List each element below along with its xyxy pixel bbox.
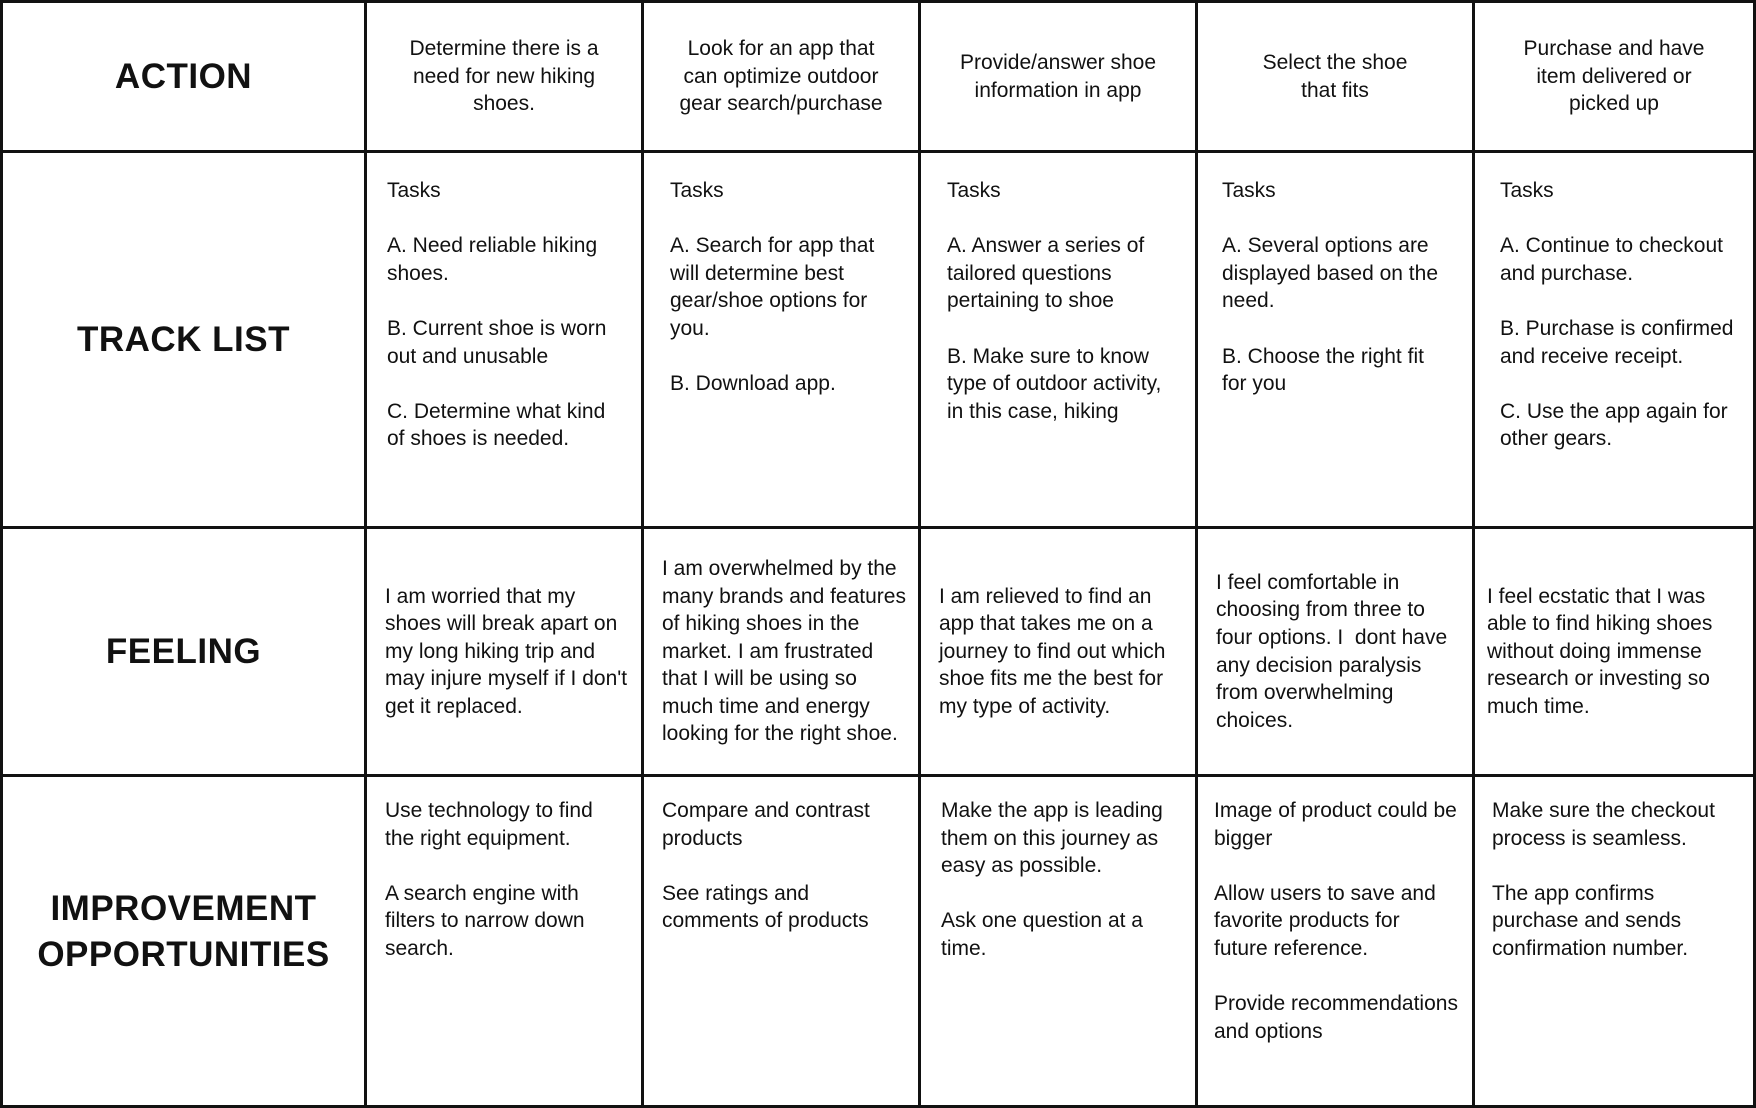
action-text: Select the shoe that fits [1262,50,1408,102]
improvement-item: Make the app is leading them on this journey as easy as possible. [941,799,1163,878]
tasks-cell [921,153,1198,529]
tasks-heading: Tasks [1500,179,1554,202]
action-text: Determine there is a need for new hiking shoes. [409,37,599,116]
task-item: A. Answer a series of tailored questions pertaining to shoe [947,234,1145,313]
improvement-item: See ratings and comments of products [662,881,869,933]
feeling-text: I am overwhelmed by the many brands and features of hiking shoes in the market. I am frustrated that I will be using so much time and energy looking for the right shoe. [662,556,906,746]
improvement-cell [644,777,921,1108]
improvement-cell [1475,777,1756,1108]
action-cell [367,0,644,153]
task-item: A. Several options are displayed based on the need. [1222,234,1438,313]
task-item: A. Search for app that will determine best gear/shoe options for you. [670,234,875,340]
task-item: A. Need reliable hiking shoes. [387,234,598,285]
row-header-action-label: ACTION [114,56,253,96]
task-item: B. Purchase is confirmed and receive receipt. [1500,316,1734,368]
feeling-cell [367,529,644,777]
improvement-item: Image of product could be bigger [1214,799,1457,850]
action-cell [1475,0,1756,153]
feeling-cell [921,529,1198,777]
improvement-cell [1198,777,1475,1108]
tasks-heading: Tasks [1222,179,1276,202]
row-header-feeling [0,529,367,777]
row-header-track-list [0,153,367,529]
tasks-cell [1198,153,1475,529]
tasks-cell [1475,153,1756,529]
row-header-feeling-label: FEELING [105,631,262,671]
task-item: B. Make sure to know type of outdoor activity, in this case, hiking [947,344,1162,423]
row-header-improvement-line2: OPPORTUNITIES [37,935,330,974]
tasks-heading: Tasks [670,179,724,202]
task-item: B. Download app. [670,372,836,396]
task-item: C. Determine what kind of shoes is needed. [387,399,606,451]
row-header-action [0,0,367,153]
action-text: Look for an app that can optimize outdoor gear search/purchase [679,37,883,116]
tasks-heading: Tasks [947,179,1001,202]
task-item: B. Current shoe is worn out and unusable [387,316,607,368]
improvement-item: Compare and contrast products [662,799,870,850]
action-cell [1198,0,1475,153]
action-cell [921,0,1198,153]
improvement-cell [367,777,644,1108]
improvement-item: A search engine with filters to narrow down search. [385,881,585,960]
row-header-track-list-label: TRACK LIST [76,319,291,359]
improvement-item: Use technology to find the right equipment. [385,799,593,850]
action-text: Provide/answer shoe information in app [959,50,1157,102]
feeling-text: I feel ecstatic that I was able to find hiking shoes without doing immense research or investing so much time. [1487,584,1713,718]
feeling-cell [1198,529,1475,777]
improvement-item: Provide recommendations and options [1214,992,1458,1043]
feeling-text: I am worried that my shoes will break apart on my long hiking trip and may injure myself if I don't get it replaced. [385,584,628,718]
row-header-improvement-line1: IMPROVEMENT [50,889,317,928]
improvement-cell [921,777,1198,1108]
tasks-cell [367,153,644,529]
feeling-text: I feel comfortable in choosing from three to four options. I dont have any decision paralysis from overwhelming choices. [1216,570,1453,732]
improvement-item: Ask one question at a time. [941,909,1143,960]
tasks-cell [644,153,921,529]
task-item: B. Choose the right fit for you [1222,344,1424,396]
feeling-cell [1475,529,1756,777]
improvement-item: The app confirms purchase and sends confirmation number. [1492,881,1689,960]
improvement-item: Make sure the checkout process is seamless. [1492,799,1715,850]
task-item: A. Continue to checkout and purchase. [1500,234,1723,285]
tasks-heading: Tasks [387,179,441,202]
task-item: C. Use the app again for other gears. [1500,399,1728,451]
feeling-cell [644,529,921,777]
action-cell [644,0,921,153]
action-text: Purchase and have item delivered or picked up [1523,37,1705,116]
row-header-improvement-opportunities [0,777,367,1108]
improvement-item: Allow users to save and favorite products for future reference. [1214,881,1436,960]
feeling-text: I am relieved to find an app that takes me on a journey to find out which shoe fits me the best for my type of activity. [939,584,1166,718]
